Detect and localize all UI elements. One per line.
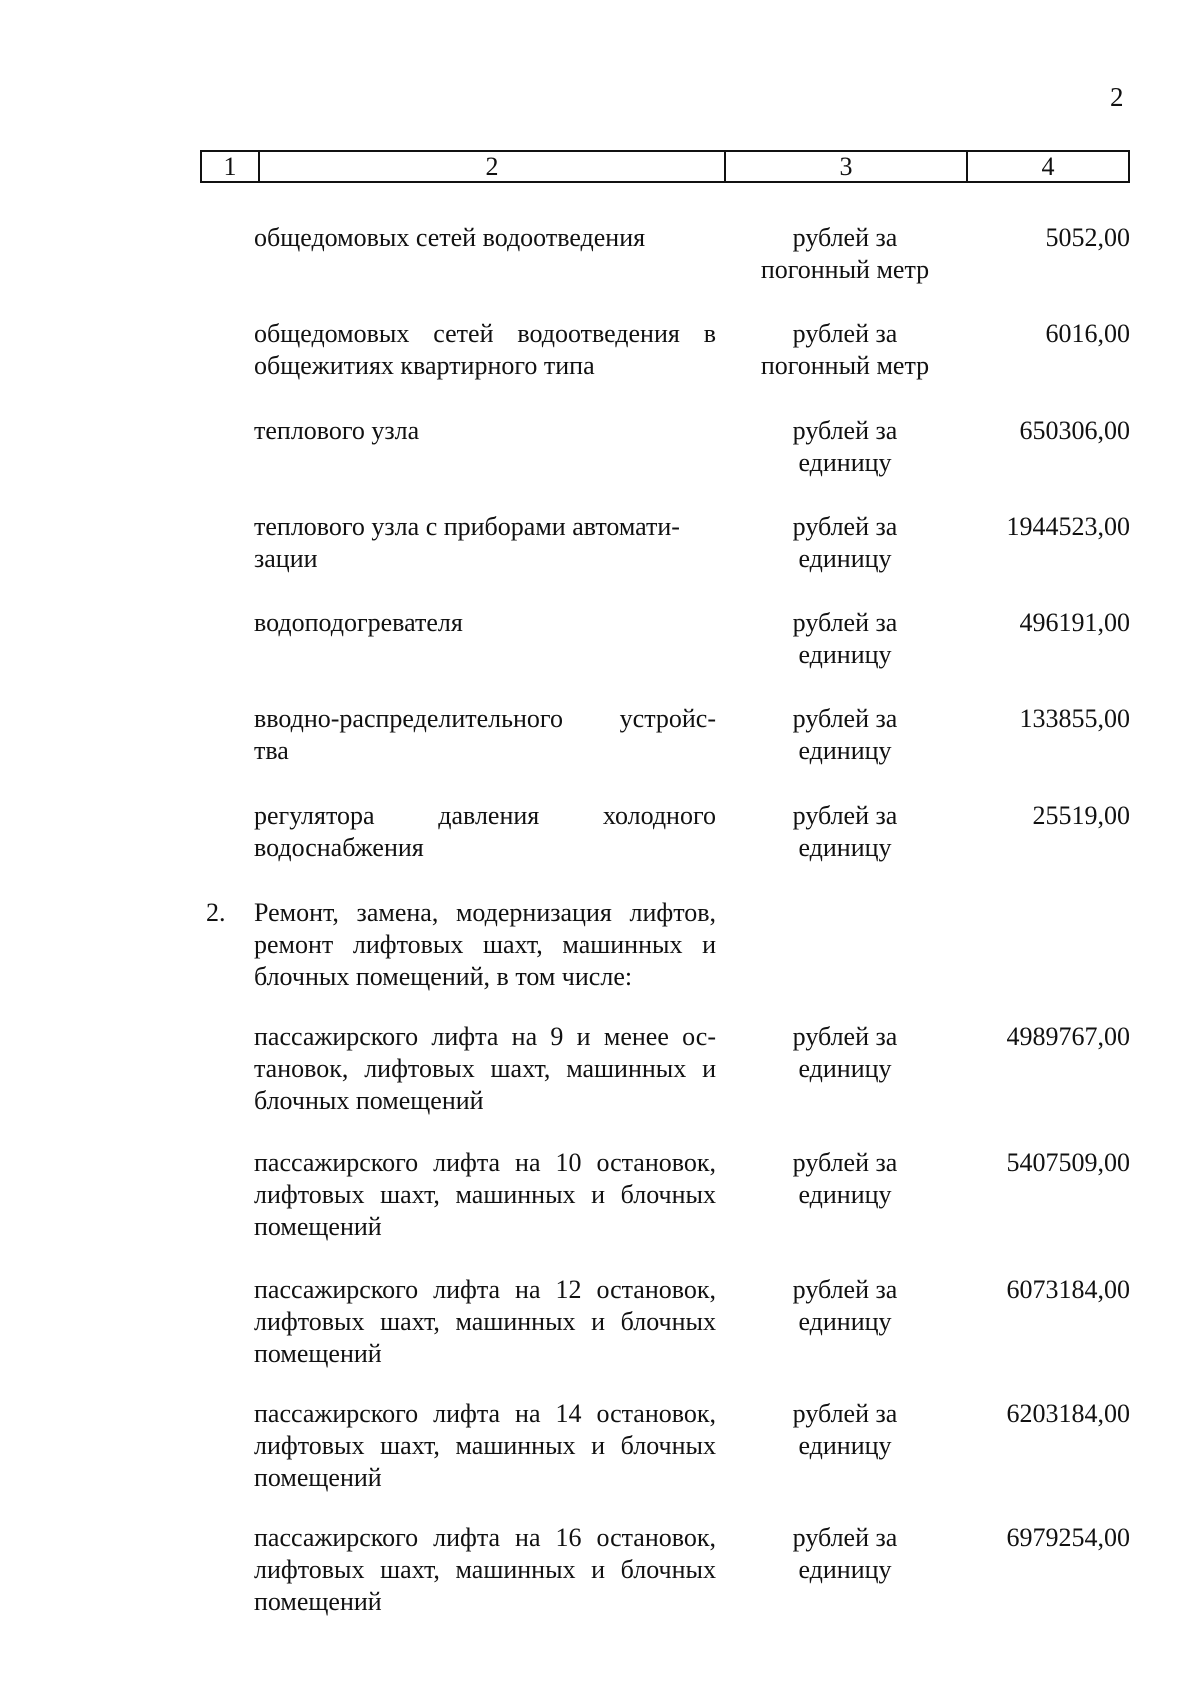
row-value: 4989767,00 — [1006, 1022, 1130, 1051]
page-number: 2 — [1110, 82, 1124, 112]
table-header-col-3: 3 — [726, 152, 968, 181]
unit-line: рублей за — [792, 1148, 898, 1177]
unit-line: рублей за — [792, 704, 898, 733]
unit-line: единицу — [798, 448, 892, 477]
unit-line: единицу — [798, 1307, 892, 1336]
row-unit — [740, 1021, 950, 1085]
description-line: ремонт лифтовых шахт, машинных и — [254, 930, 716, 959]
row-description — [254, 1522, 716, 1618]
description-line: общежитиях квартирного типа — [254, 351, 595, 380]
row-value: 650306,00 — [1019, 416, 1130, 445]
unit-line: единицу — [798, 1555, 892, 1584]
description-line: общедомовых сетей водоотведения — [254, 223, 646, 252]
row-unit — [740, 511, 950, 575]
unit-line: рублей за — [792, 1399, 898, 1428]
unit-line: рублей за — [792, 223, 898, 252]
row-description — [254, 607, 716, 639]
unit-line: рублей за — [792, 416, 898, 445]
description-line: лифтовых шахт, машинных и блочных — [254, 1431, 716, 1460]
unit-line: рублей за — [792, 1523, 898, 1552]
row-description — [254, 1274, 716, 1370]
unit-line: рублей за — [792, 319, 898, 348]
row-unit — [740, 1147, 950, 1211]
unit-line: рублей за — [792, 608, 898, 637]
table-header-col-1: 1 — [202, 152, 260, 181]
table-header-col-4: 4 — [1041, 152, 1055, 181]
row-unit — [740, 800, 950, 864]
row-number: 2. — [206, 898, 226, 927]
description-line: лифтовых шахт, машинных и блочных — [254, 1555, 716, 1584]
row-description — [254, 222, 716, 254]
description-line: лифтовых шахт, машинных и блочных — [254, 1307, 716, 1336]
description-line: регулятора давления холодного — [254, 801, 716, 830]
description-line: помещений — [254, 1212, 382, 1241]
description-line: вводно-распределительного устройс- — [254, 704, 716, 733]
row-value: 133855,00 — [1019, 704, 1130, 733]
description-line: пассажирского лифта на 9 и менее ос- — [254, 1022, 716, 1051]
row-value: 6073184,00 — [1006, 1275, 1130, 1304]
description-line: водоснабжения — [254, 833, 424, 862]
description-line: пассажирского лифта на 10 остановок, — [254, 1148, 716, 1177]
row-description — [254, 1147, 716, 1243]
description-line: теплового узла с приборами автомати- — [254, 512, 680, 541]
row-unit — [740, 1522, 950, 1586]
description-line: помещений — [254, 1339, 382, 1368]
description-line: Ремонт, замена, модернизация лифтов, — [254, 898, 716, 927]
unit-line: рублей за — [792, 512, 898, 541]
row-value: 6979254,00 — [1006, 1523, 1130, 1552]
unit-line: единицу — [798, 1054, 892, 1083]
description-line: зации — [254, 544, 318, 573]
description-line: пассажирского лифта на 12 остановок, — [254, 1275, 716, 1304]
row-unit — [740, 607, 950, 671]
unit-line: погонный метр — [760, 255, 930, 284]
description-line: лифтовых шахт, машинных и блочных — [254, 1180, 716, 1209]
unit-line: единицу — [798, 1431, 892, 1460]
description-line: общедомовых сетей водоотведения в — [254, 319, 716, 348]
description-line: пассажирского лифта на 14 остановок, — [254, 1399, 716, 1428]
unit-line: рублей за — [792, 1022, 898, 1051]
row-description — [254, 800, 716, 864]
row-unit — [740, 1398, 950, 1462]
row-description — [254, 511, 716, 575]
row-unit — [740, 703, 950, 767]
row-value: 496191,00 — [1019, 608, 1130, 637]
row-unit — [740, 415, 950, 479]
row-value: 1944523,00 — [1006, 512, 1130, 541]
row-value: 6016,00 — [1045, 319, 1130, 348]
description-line: тва — [254, 736, 289, 765]
row-description — [254, 897, 716, 993]
description-line: теплового узла — [254, 416, 420, 445]
unit-line: рублей за — [792, 801, 898, 830]
row-description — [254, 415, 716, 447]
description-line: тановок, лифтовых шахт, машинных и — [254, 1054, 716, 1083]
table-header-col-2: 2 — [260, 152, 726, 181]
unit-line: единицу — [798, 1180, 892, 1209]
unit-line: погонный метр — [760, 351, 930, 380]
row-description — [254, 1021, 716, 1117]
row-value: 25519,00 — [1032, 801, 1130, 830]
unit-line: рублей за — [792, 1275, 898, 1304]
row-unit — [740, 318, 950, 382]
row-description — [254, 318, 716, 382]
row-value: 5407509,00 — [1006, 1148, 1130, 1177]
row-unit — [740, 1274, 950, 1338]
description-line: водоподогревателя — [254, 608, 463, 637]
row-description — [254, 703, 716, 767]
row-unit — [740, 222, 950, 286]
unit-line: единицу — [798, 736, 892, 765]
description-line: помещений — [254, 1463, 382, 1492]
description-line: блочных помещений, в том числе: — [254, 962, 633, 991]
unit-line: единицу — [798, 640, 892, 669]
row-description — [254, 1398, 716, 1494]
unit-line: единицу — [798, 833, 892, 862]
row-value: 6203184,00 — [1006, 1399, 1130, 1428]
description-line: блочных помещений — [254, 1086, 484, 1115]
description-line: помещений — [254, 1587, 382, 1616]
unit-line: единицу — [798, 544, 892, 573]
description-line: пассажирского лифта на 16 остановок, — [254, 1523, 716, 1552]
table-header-row — [200, 150, 1130, 183]
row-value: 5052,00 — [1045, 223, 1130, 252]
